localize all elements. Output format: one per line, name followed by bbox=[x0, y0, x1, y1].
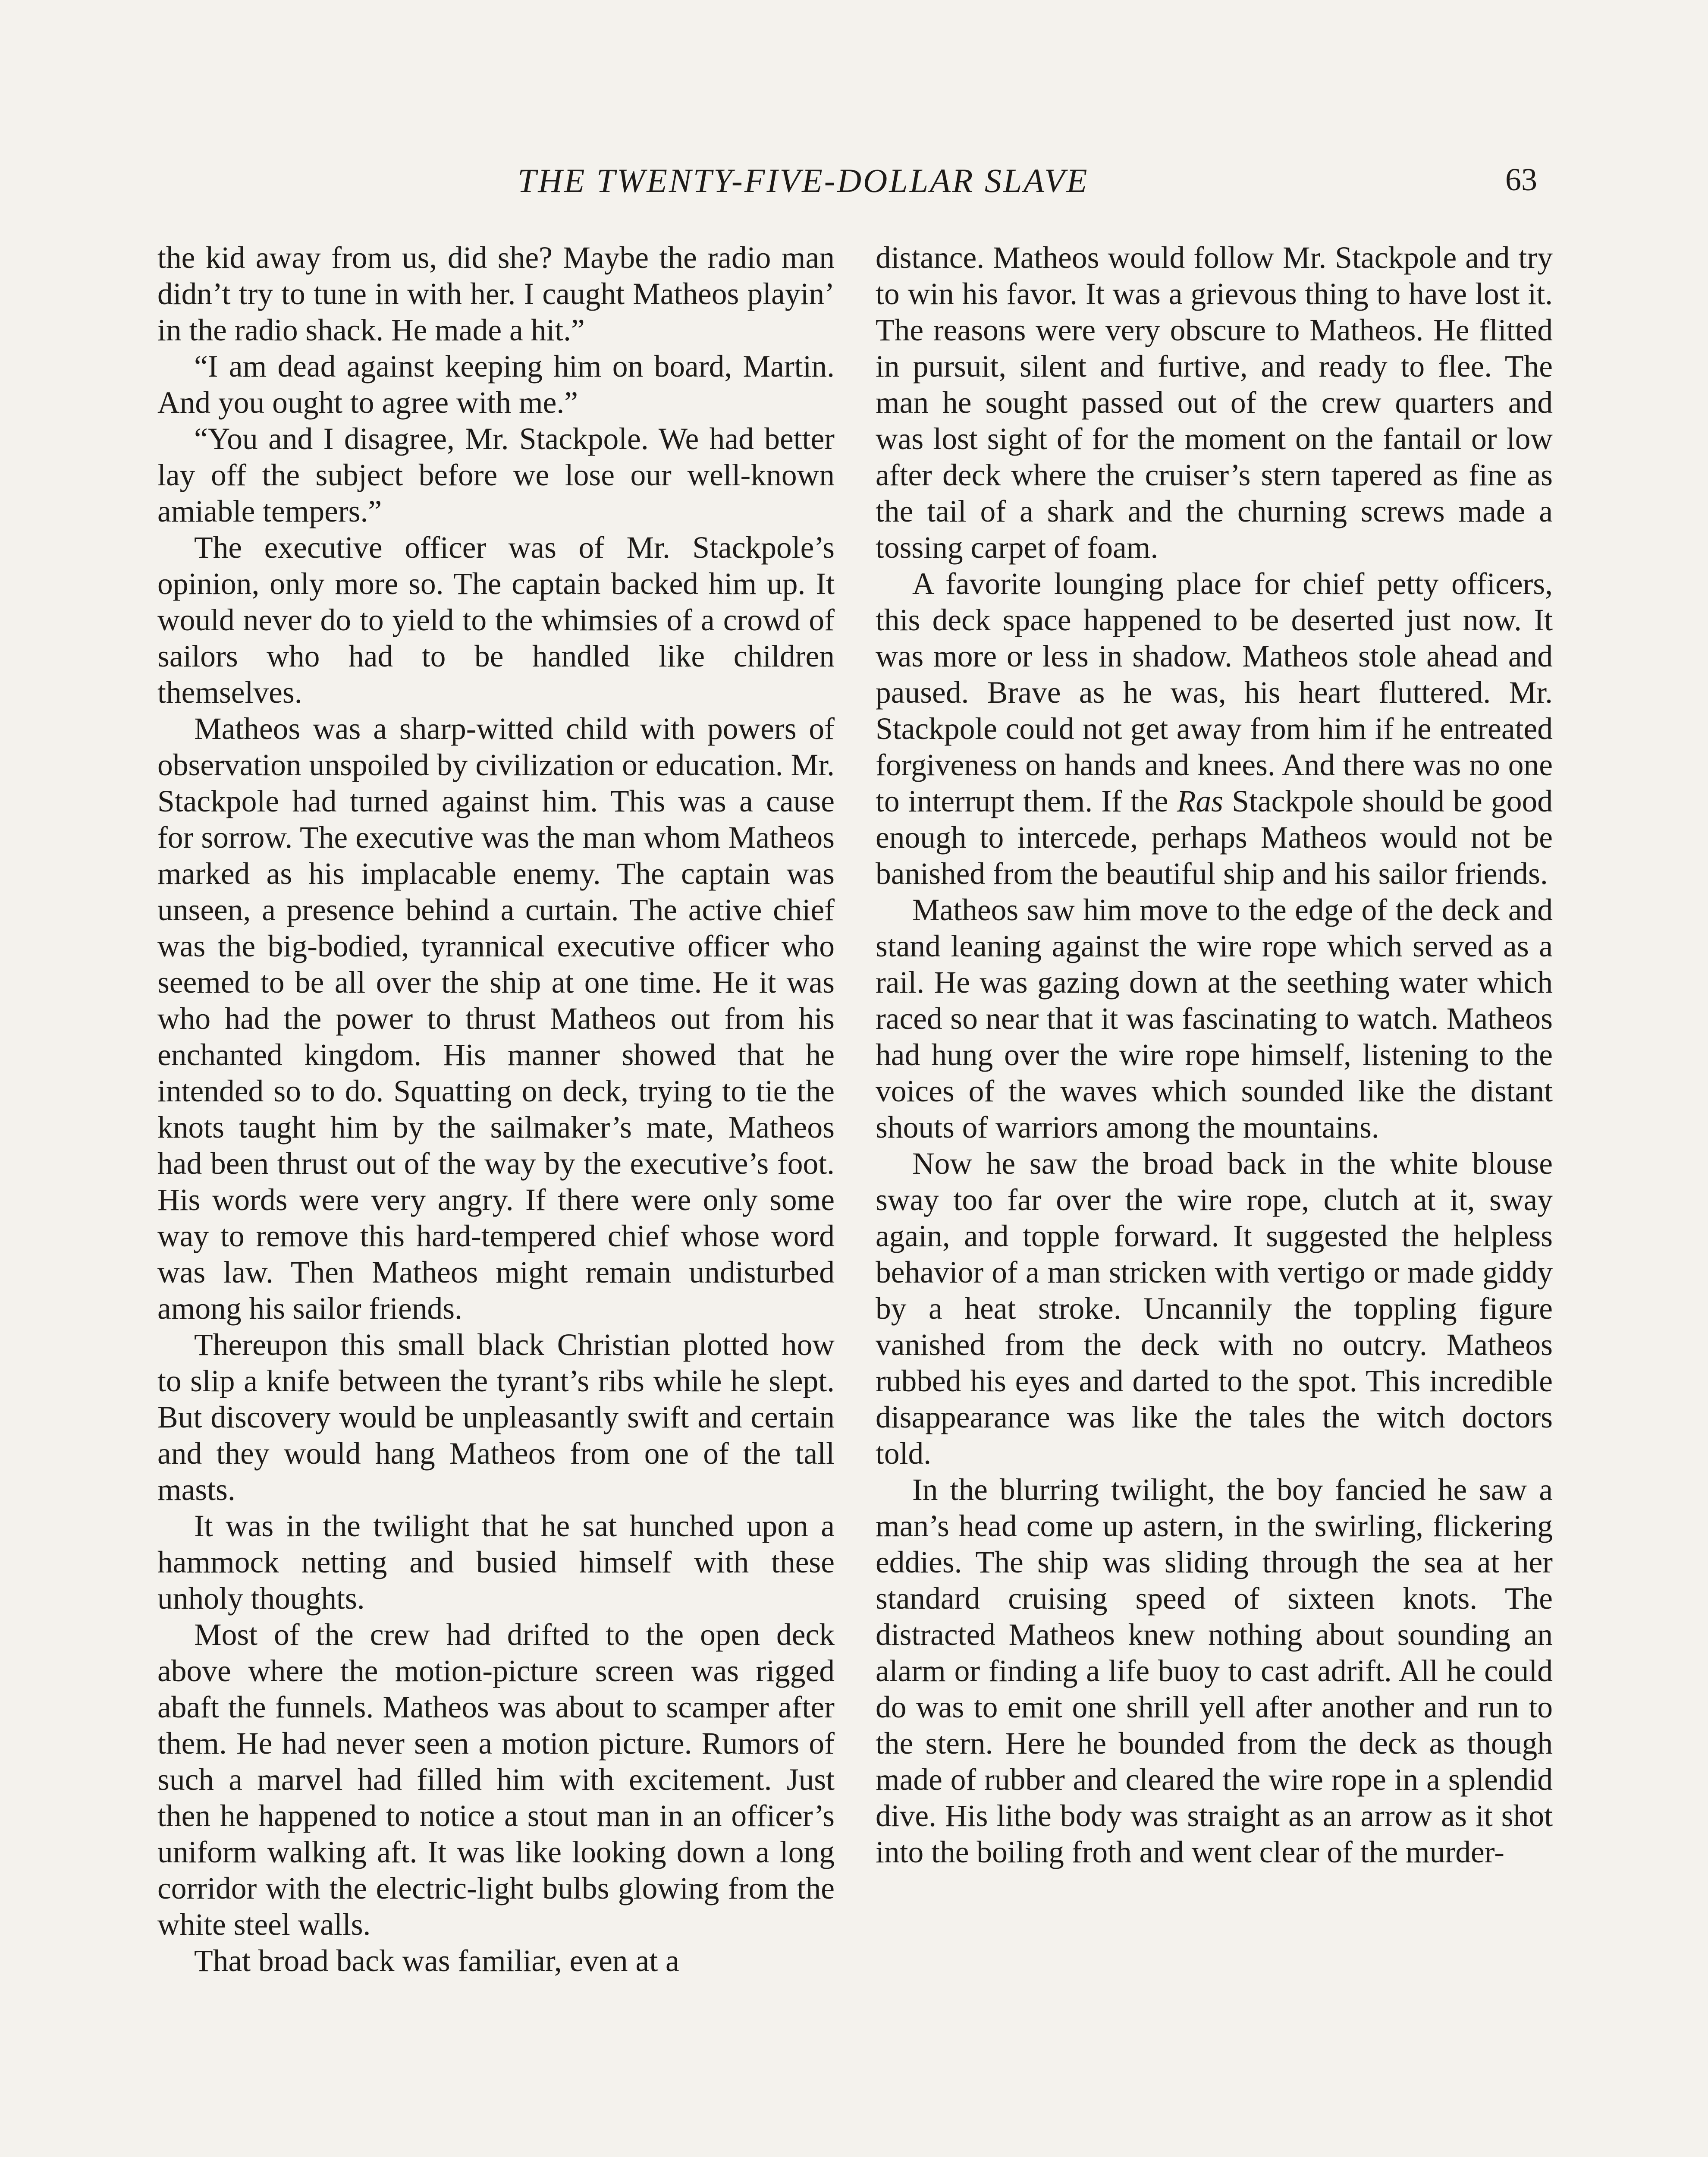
paragraph: In the blurring twilight, the boy fancied he saw a man’s head come up astern, in the swirling, flickering eddies. The ship was sliding through the sea at her standard cruising speed of sixteen knots. The distracted Matheos knew nothing about sounding an alarm or finding a life buoy to cast adrift. All he could do was to emit one shrill yell after another and run to the stern. Here he bounded from the deck as though made of rubber and cleared the wire rope in a splendid dive. His lithe body was straight as an arrow as it shot into the boiling froth and went clear of the murder- bbox=[876, 1473, 1553, 1869]
paragraph: Most of the crew had drifted to the open deck above where the motion-picture screen was rigged abaft the funnels. Matheos was about to scamper after them. He had never seen a motion picture. Rumors of such a marvel had filled him with excitement. Just then he happened to notice a stout man in an officer’s uniform walking aft. It was like looking down a long corridor with the electric-light bulbs glowing from the white steel walls. bbox=[157, 1618, 835, 1942]
paragraph bbox=[876, 566, 1553, 892]
paragraph: the kid away from us, did she? Maybe the radio man didn’t try to tune in with her. I caught Matheos playin’ in the radio shack. He made a hit.” bbox=[157, 241, 835, 347]
paragraph: “I am dead against keeping him on board, Martin. And you ought to agree with me.” bbox=[157, 349, 835, 420]
paragraph: That broad back was familiar, even at a bbox=[194, 1944, 679, 1978]
paragraph: The executive officer was of Mr. Stackpole’s opinion, only more so. The captain backed him up. It would never do to yield to the whimsies of a crowd of sailors who had to be handled like children themselves. bbox=[157, 531, 835, 710]
paragraph: Matheos was a sharp-witted child with powers of observation unspoiled by civilization or education. Mr. Stackpole had turned against him. This was a cause for sorrow. The executive was the man whom Matheos marked as his implacable enemy. The captain was unseen, a presence behind a curtain. The active chief was the big-bodied, tyrannical executive officer who seemed to be all over the ship at one time. He it was who had the power to thrust Matheos out from his enchanted kingdom. His manner showed that he intended so to do. Squatting on deck, trying to tie the knots taught him by the sailmaker’s mate, Matheos had been thrust out of the way by the executive’s foot. His words were very angry. If there were only some way to remove this hard-tempered chief whose word was law. Then Matheos might remain undisturbed among his sailor friends. bbox=[157, 712, 835, 1326]
paragraph: Thereupon this small black Christian plotted how to slip a knife between the tyrant’s ribs while he slept. But discovery would be unpleasantly swift and certain and they would hang Matheos from one of the tall masts. bbox=[157, 1328, 835, 1507]
paragraph: It was in the twilight that he sat hunched upon a hammock netting and busied himself with these unholy thoughts. bbox=[157, 1509, 835, 1616]
paragraph: “You and I disagree, Mr. Stackpole. We had better lay off the subject before we lose our well-known amiable tempers.” bbox=[157, 422, 835, 528]
running-title: THE TWENTY-FIVE-DOLLAR SLAVE bbox=[518, 162, 1089, 199]
paragraph: Matheos saw him move to the edge of the deck and stand leaning against the wire rope which served as a rail. He was gazing down at the seething water which raced so near that it was fascinating to watch. Matheos had hung over the wire rope himself, listening to the voices of the waves which sounded like the distant shouts of warriors among the mountains. bbox=[876, 893, 1553, 1145]
paragraph-text: Stackpole should be good enough to intercede, perhaps Matheos would not be banished from the beautiful ship and his sailor friends. bbox=[876, 784, 1553, 891]
text-column-left bbox=[157, 240, 835, 1979]
paragraph-text: A favorite lounging place for chief petty officers, this deck space happened to be deserted just now. It was more or less in shadow. Matheos stole ahead and paused. Brave as he was, his heart fluttered. Mr. Stackpole could not get away from him if he entreated forgiveness on hands and knees. And there was no one to interrupt them. If the bbox=[876, 567, 1553, 818]
ship-name-italic: Ras bbox=[1177, 784, 1223, 818]
paragraph: distance. Matheos would follow Mr. Stackpole and try to win his favor. It was a grievous thing to have lost it. The reasons were very obscure to Matheos. He flitted in pursuit, silent and furtive, and ready to flee. The man he sought passed out of the crew quarters and was lost sight of for the moment on the fantail or low after deck where the cruiser’s stern tapered as fine as the tail of a shark and the churning screws made a tossing carpet of foam. bbox=[876, 241, 1553, 565]
paragraph: Now he saw the broad back in the white blouse sway too far over the wire rope, clutch at it, sway again, and topple forward. It suggested the helpless behavior of a man stricken with vertigo or made giddy by a heat stroke. Uncannily the toppling figure vanished from the deck with no outcry. Matheos rubbed his eyes and darted to the spot. This incredible disappearance was like the tales the witch doctors told. bbox=[876, 1147, 1553, 1471]
text-column-right bbox=[876, 240, 1553, 1871]
page-number: 63 bbox=[1505, 162, 1537, 198]
